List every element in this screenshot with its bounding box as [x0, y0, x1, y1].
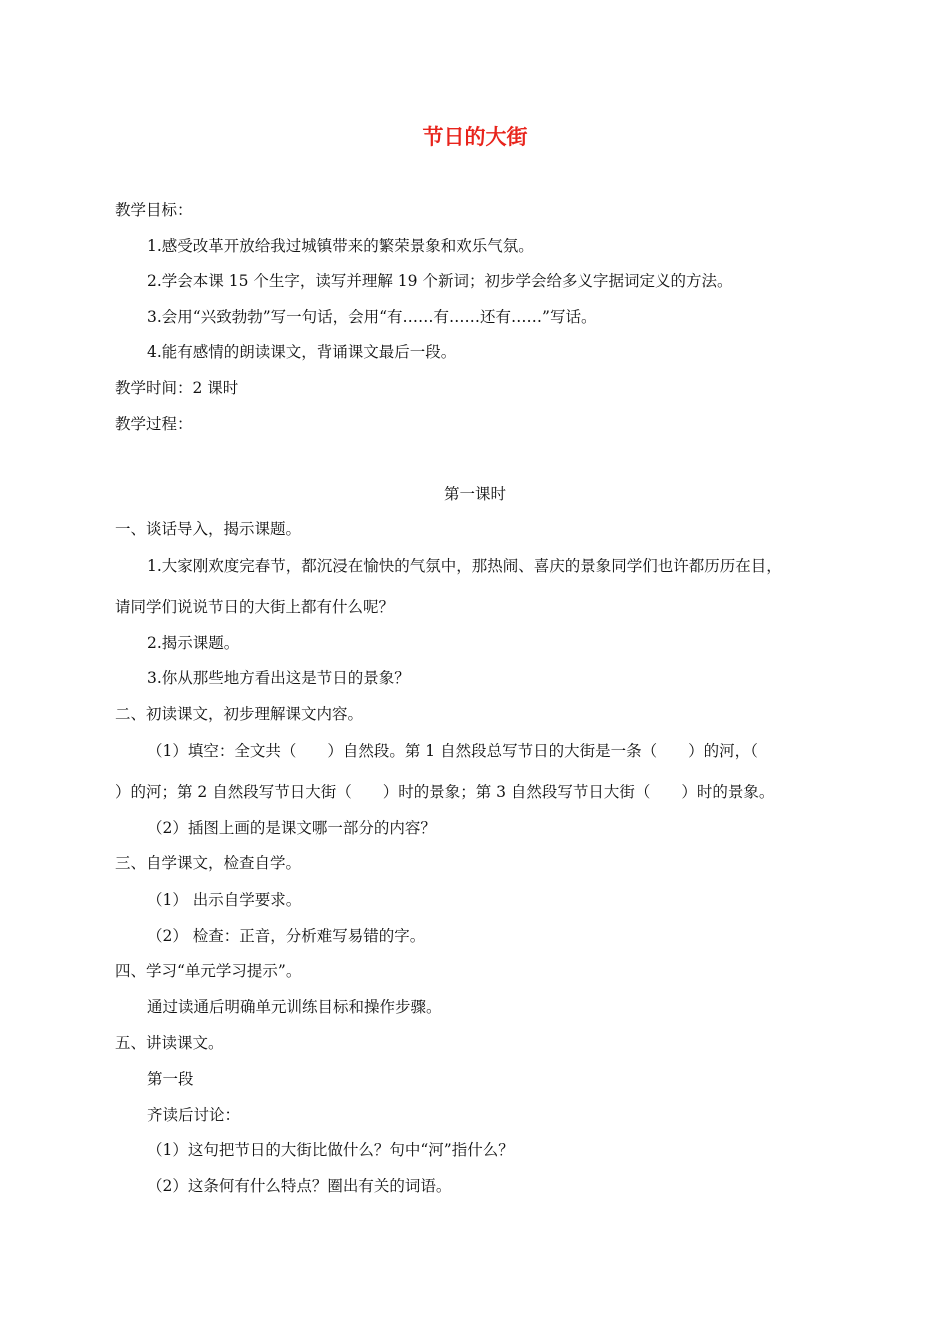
section-2-question-1a: （1）填空：全文共（ ）自然段。第 1 自然段总写节日的大街是一条（ ）的河，（	[147, 742, 758, 760]
goal-item-2: 2.学会本课 15 个生字，读写并理解 19 个新词；初步学会给多义字据词定义的方法。	[147, 272, 733, 290]
goal-item-4: 4.能有感情的朗读课文，背诵课文最后一段。	[147, 343, 457, 361]
goal-item-3: 3.会用“兴致勃勃”写一句话，会用“有……有……还有……”写话。	[147, 308, 597, 326]
section-5-heading: 五、讲读课文。	[115, 1034, 224, 1052]
section-3-heading: 三、自学课文，检查自学。	[115, 854, 302, 872]
section-1-para-1b: 请同学们说说节日的大街上都有什么呢？	[115, 598, 395, 616]
goals-heading: 教学目标：	[115, 201, 193, 219]
section-5-question-2: （2）这条何有什么特点？圈出有关的词语。	[147, 1177, 452, 1195]
process-heading: 教学过程：	[115, 415, 193, 433]
section-2-question-2: （2）插图上画的是课文哪一部分的内容？	[147, 819, 436, 837]
section-2-heading: 二、初读课文，初步理解课文内容。	[115, 705, 364, 723]
section-3-item-2: （2） 检查：正音，分析难写易错的字。	[147, 927, 426, 945]
section-1-para-1a: 1.大家刚欢度完春节，都沉浸在愉快的气氛中，那热闹、喜庆的景象同学们也许都历历在目，	[147, 557, 782, 575]
section-4-heading: 四、学习“单元学习提示”。	[115, 962, 302, 980]
goal-item-1: 1.感受改革开放给我过城镇带来的繁荣景象和欢乐气氛。	[147, 237, 534, 255]
section-5-question-1: （1）这句把节日的大街比做什么？句中“河”指什么？	[147, 1141, 514, 1159]
teaching-time: 教学时间：2 课时	[115, 379, 239, 397]
section-4-para: 通过读通后明确单元训练目标和操作步骤。	[147, 998, 442, 1016]
section-1-heading: 一、谈话导入，揭示课题。	[115, 520, 302, 538]
section-1-para-3: 3.你从那些地方看出这是节日的景象？	[147, 669, 410, 687]
section-5-discuss: 齐读后讨论：	[147, 1106, 241, 1124]
section-1-para-2: 2.揭示课题。	[147, 634, 240, 652]
lesson-heading: 第一课时	[443, 485, 506, 503]
page-title: 节日的大街	[422, 125, 528, 149]
section-3-item-1: （1） 出示自学要求。	[147, 891, 302, 909]
section-2-question-1b: ）的河；第 2 自然段写节日大街（ ）时的景象；第 3 自然段写节日大街（ ）时的景象。	[115, 783, 775, 801]
section-5-paragraph-label: 第一段	[147, 1070, 194, 1088]
